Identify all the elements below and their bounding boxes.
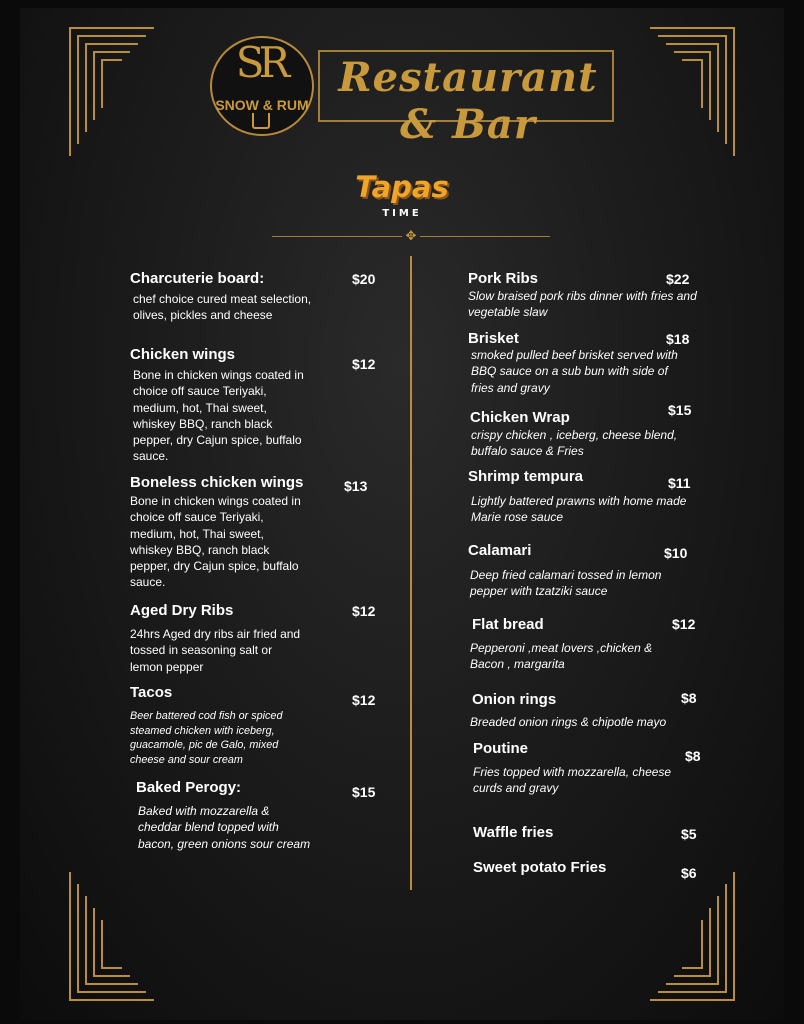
menu-item-price: $15 xyxy=(352,784,376,800)
menu-item-name: Waffle fries xyxy=(473,824,554,841)
menu-item-price: $6 xyxy=(681,865,697,881)
menu-item-price: $12 xyxy=(672,616,696,632)
menu-item-price: $15 xyxy=(668,402,692,418)
menu-item-description: Pepperoni ,meat lovers ,chicken & Bacon , margarita xyxy=(470,641,653,672)
corner-ornament-bottom-right xyxy=(648,870,738,1002)
menu-item-price: $5 xyxy=(681,826,697,842)
menu-item-price: $12 xyxy=(352,356,376,372)
corner-ornament-bottom-left xyxy=(66,870,156,1002)
menu-item-description: smoked pulled beef brisket served with BBQ sauce on a sub bun with side of fries and gravy xyxy=(471,348,678,395)
menu-item-price: $8 xyxy=(681,690,697,706)
restaurant-title: Restaurant & Bar xyxy=(338,54,598,148)
menu-item-name: Tacos xyxy=(130,684,173,701)
menu-item-description: Slow braised pork ribs dinner with fries and vegetable slaw xyxy=(468,289,697,320)
menu-item-description: Baked with mozzarella & cheddar blend topped with bacon, green onions sour cream xyxy=(138,804,311,851)
menu-item-price: $12 xyxy=(352,603,376,619)
menu-item-name: Boneless chicken wings xyxy=(130,474,304,491)
menu-item-name: Poutine xyxy=(473,740,528,757)
menu-item-description: crispy chicken , iceberg, cheese blend, buffalo sauce & Fries xyxy=(471,428,678,459)
ornament-icon: ✥ xyxy=(405,228,417,243)
menu-item-name: Shrimp tempura xyxy=(468,468,584,485)
section-title: Tapas xyxy=(355,170,449,204)
menu-item-description: Breaded onion rings & chipotle mayo xyxy=(470,715,667,729)
logo-initials: SR xyxy=(235,38,285,87)
glass-icon xyxy=(252,113,270,129)
menu-item-price: $11 xyxy=(668,475,691,491)
menu-item-name: Calamari xyxy=(468,542,532,559)
menu-item-name: Sweet potato Fries xyxy=(473,859,607,876)
menu-item-description: Fries topped with mozzarella, cheese curds and gravy xyxy=(473,765,672,796)
menu-item-name: Aged Dry Ribs xyxy=(130,602,234,619)
menu-item-description: chef choice cured meat selection, olives, pickles and cheese xyxy=(133,292,312,323)
menu-item-description: 24hrs Aged dry ribs air fried and tossed in seasoning salt or lemon pepper xyxy=(130,627,301,674)
menu-item-name: Brisket xyxy=(468,330,519,347)
menu-item-name: Pork Ribs xyxy=(468,270,539,287)
menu-item-description: Lightly battered prawns with home made Marie rose sauce xyxy=(471,494,687,525)
menu-item-price: $22 xyxy=(666,271,690,287)
menu-item-name: Charcuterie board: xyxy=(130,270,265,287)
corner-ornament-top-right xyxy=(648,26,738,158)
divider-right xyxy=(420,236,550,237)
menu-item-price: $8 xyxy=(685,748,701,764)
menu-item-name: Chicken wings xyxy=(130,346,236,363)
logo-name: SNOW & RUM xyxy=(215,97,309,113)
menu-item-price: $10 xyxy=(664,545,688,561)
menu-item-price: $13 xyxy=(344,478,368,494)
corner-ornament-top-left xyxy=(66,26,156,158)
column-divider xyxy=(410,256,412,890)
menu-item-name: Baked Perogy: xyxy=(136,779,242,796)
menu-item-price: $18 xyxy=(666,331,690,347)
menu-item-description: Bone in chicken wings coated in choice off sauce Teriyaki, medium, hot, Thai sweet, whiskey BBQ, ranch black pepper, dry Cajun spice, buffalo sauce. xyxy=(130,494,301,590)
menu-item-price: $20 xyxy=(352,271,376,287)
menu-item-name: Flat bread xyxy=(472,616,544,633)
section-subtitle: TIME xyxy=(382,208,422,219)
menu-item-description: Bone in chicken wings coated in choice off sauce Teriyaki, medium, hot, Thai sweet, whiskey BBQ, ranch black pepper, dry Cajun spice, buffalo sauce. xyxy=(133,368,304,464)
divider-left xyxy=(272,236,402,237)
menu-item-price: $12 xyxy=(352,692,376,708)
menu-item-description: Deep fried calamari tossed in lemon pepper with tzatziki sauce xyxy=(470,568,662,599)
menu-item-name: Onion rings xyxy=(472,691,557,708)
menu-item-description: Beer battered cod fish or spiced steamed chicken with iceberg, guacamole, pic de Galo, mixed cheese and sour cream xyxy=(130,710,283,766)
menu-item-name: Chicken Wrap xyxy=(470,409,570,426)
